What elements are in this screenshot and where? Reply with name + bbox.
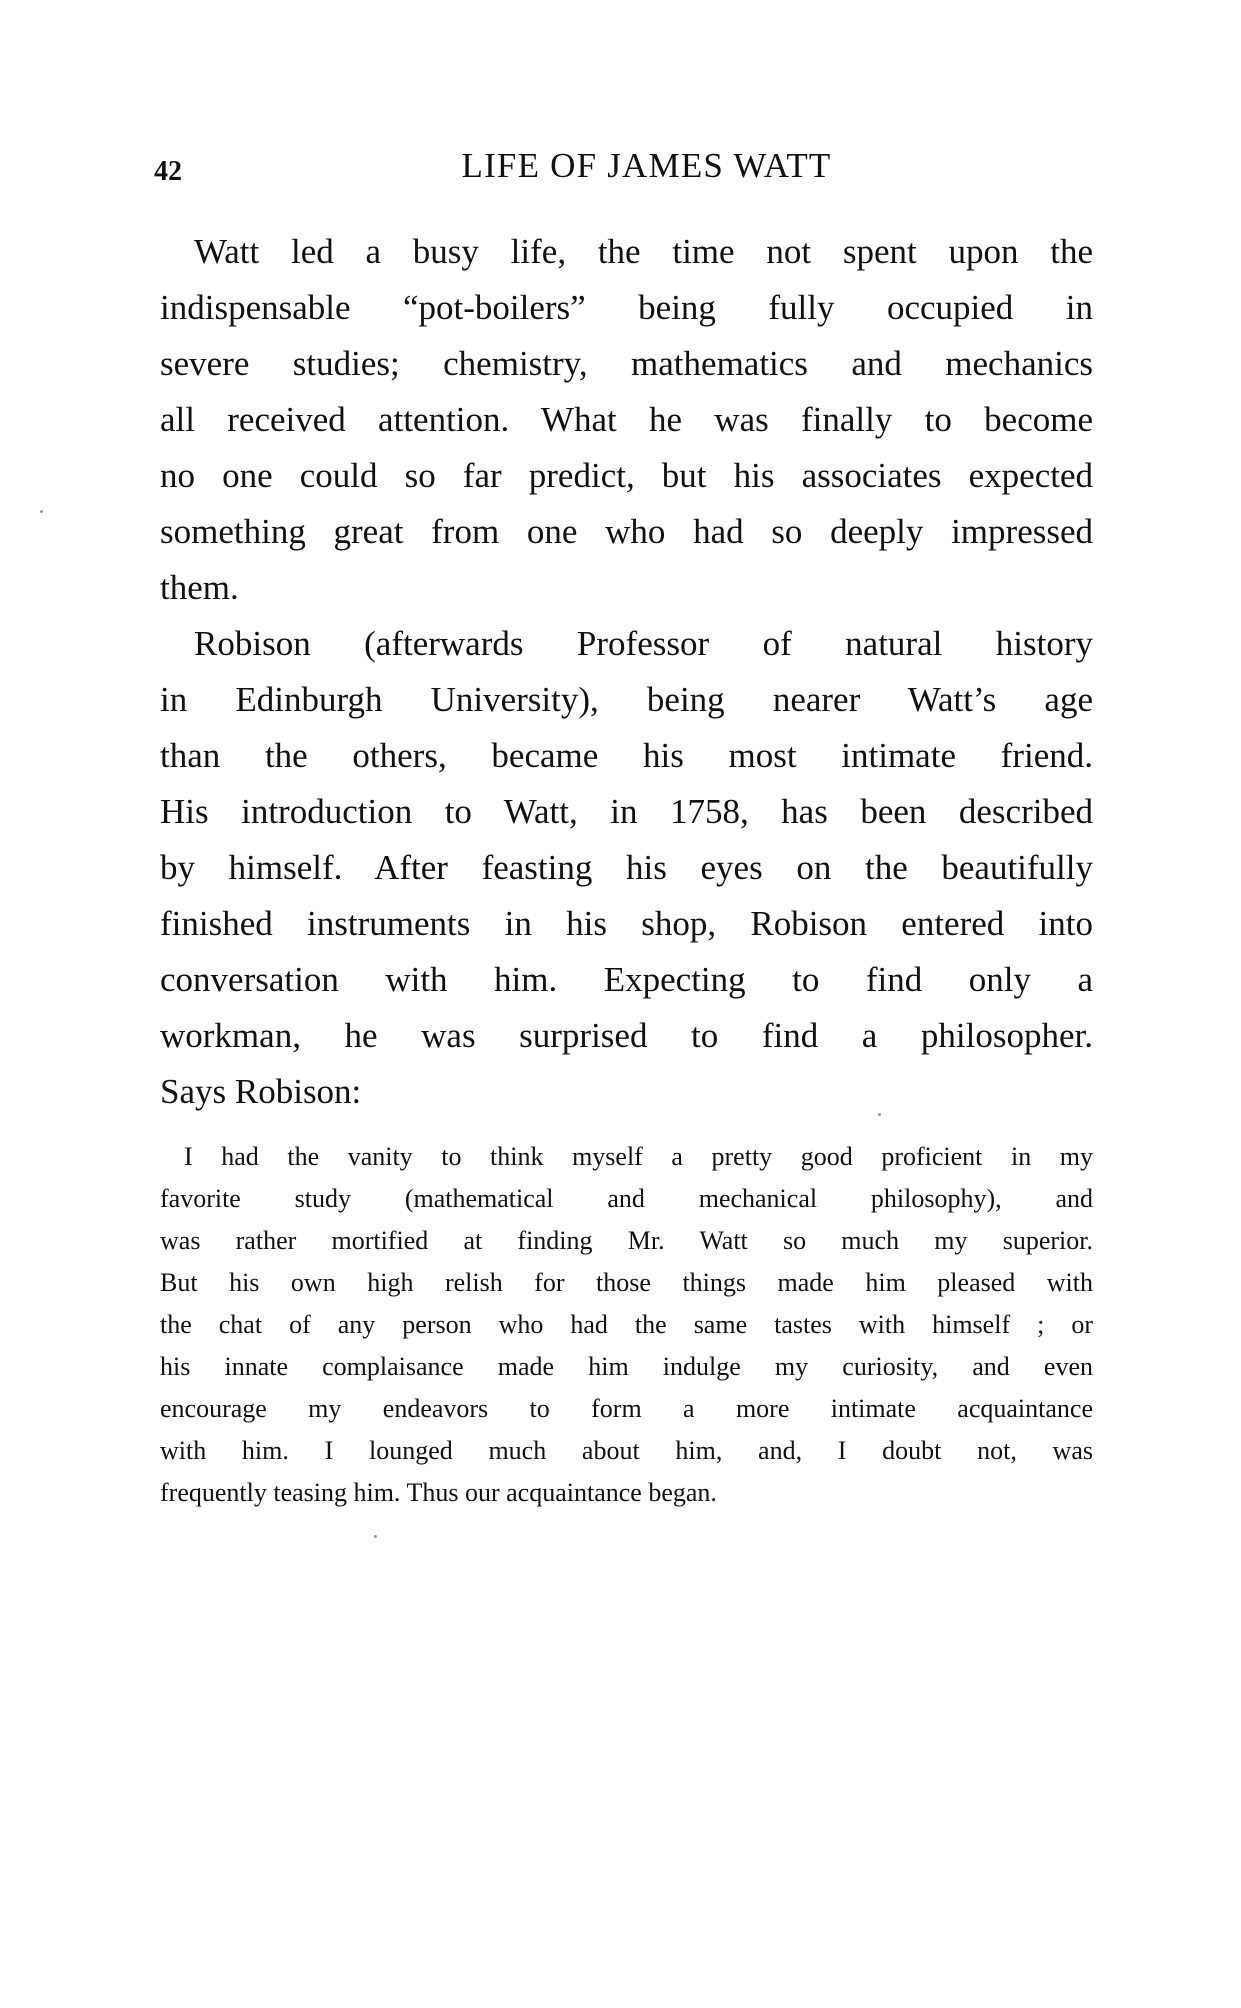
quote-line: the chat of any person who had the same tastes with himself ; or xyxy=(160,1310,1093,1339)
running-head xyxy=(154,146,1093,196)
scan-speck xyxy=(374,1535,377,1538)
paragraph-1 xyxy=(160,224,1093,616)
text-line: workman, he was surprised to find a philosopher. xyxy=(160,1016,1093,1055)
text-line: conversation with him. Expecting to find only a xyxy=(160,960,1093,999)
scan-speck xyxy=(40,510,43,513)
body-text xyxy=(160,224,1093,1120)
paragraph-2 xyxy=(160,616,1093,1120)
block-quote xyxy=(160,1136,1093,1514)
text-line: in Edinburgh University), being nearer Watt’s age xyxy=(160,680,1093,719)
quote-line: his innate complaisance made him indulge my curiosity, and even xyxy=(160,1352,1093,1381)
text-line: Says Robison: xyxy=(160,1072,362,1111)
quote-line: But his own high relish for those things made him pleased with xyxy=(160,1268,1093,1297)
running-title: LIFE OF JAMES WATT xyxy=(461,146,832,185)
text-line: no one could so far predict, but his associates expected xyxy=(160,456,1093,495)
quote-line: favorite study (mathematical and mechanical philosophy), and xyxy=(160,1184,1093,1213)
text-line: indispensable “pot-boilers” being fully occupied in xyxy=(160,288,1093,327)
quote-line: was rather mortified at finding Mr. Watt so much my superior. xyxy=(160,1226,1093,1255)
quote-line: with him. I lounged much about him, and, I doubt not, was xyxy=(160,1436,1093,1465)
text-line: than the others, became his most intimate friend. xyxy=(160,736,1093,775)
text-line: by himself. After feasting his eyes on the beautifully xyxy=(160,848,1093,887)
text-line: finished instruments in his shop, Robison entered into xyxy=(160,904,1093,943)
quote-line: frequently teasing him. Thus our acquaintance began. xyxy=(160,1478,717,1507)
quote-line: encourage my endeavors to form a more intimate acquaintance xyxy=(160,1394,1093,1423)
page-number: 42 xyxy=(154,156,182,187)
text-line: Watt led a busy life, the time not spent upon the xyxy=(194,232,1093,271)
text-line: them. xyxy=(160,568,239,607)
text-line: Robison (afterwards Professor of natural history xyxy=(194,624,1093,663)
scan-speck xyxy=(878,1113,881,1116)
text-line: all received attention. What he was finally to become xyxy=(160,400,1093,439)
text-line: severe studies; chemistry, mathematics and mechanics xyxy=(160,344,1093,383)
text-line: His introduction to Watt, in 1758, has been described xyxy=(160,792,1093,831)
quote-line: I had the vanity to think myself a pretty good proficient in my xyxy=(184,1142,1093,1171)
text-line: something great from one who had so deeply impressed xyxy=(160,512,1093,551)
